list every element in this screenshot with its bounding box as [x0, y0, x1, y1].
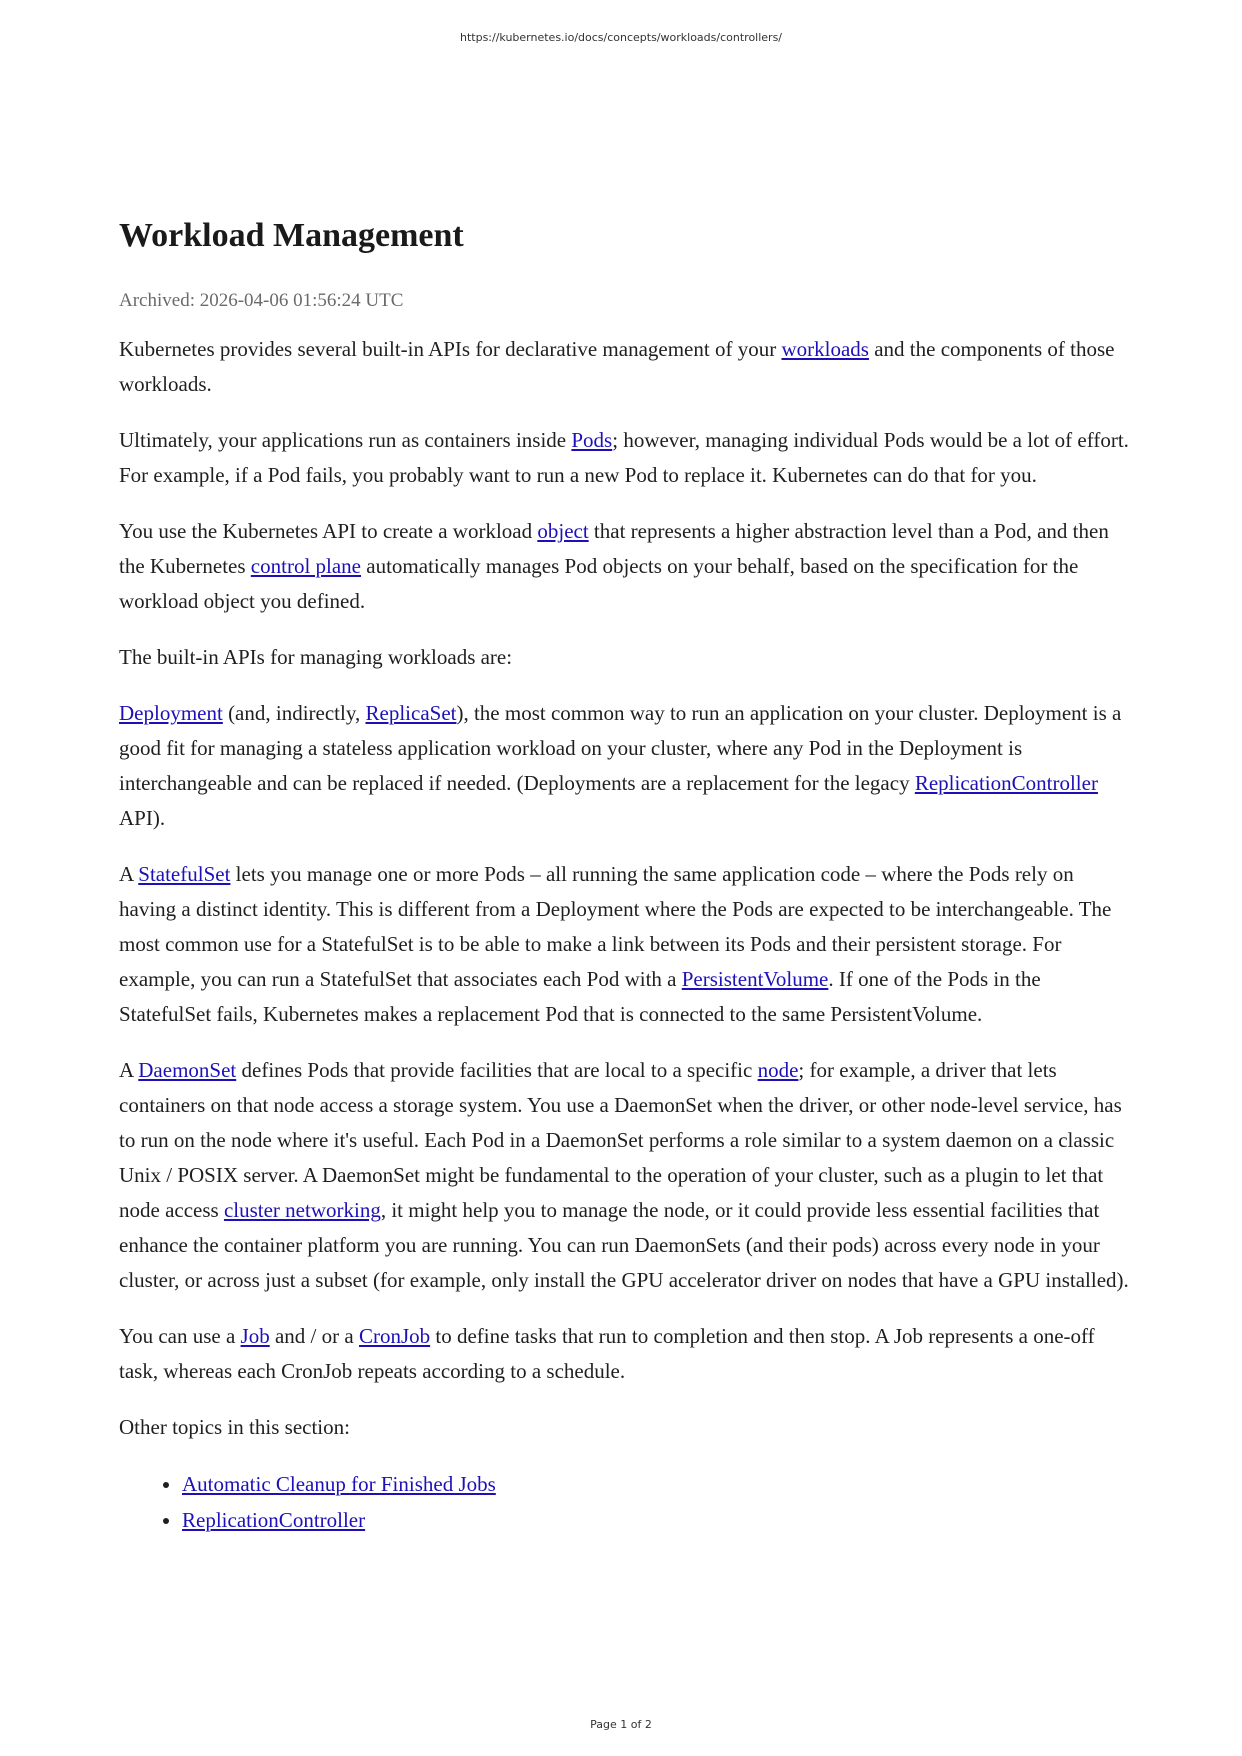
- link-replicaset[interactable]: ReplicaSet: [365, 701, 457, 725]
- link-workloads[interactable]: workloads: [781, 337, 869, 361]
- paragraph-daemonset: [119, 1053, 1129, 1298]
- text: . If one of the Pods in the StatefulSet fails, Kubernetes makes a replacement Pod that is connected to the same PersistentVolume.: [119, 967, 1041, 1026]
- paragraph-pods: [119, 423, 1129, 493]
- link-daemonset[interactable]: DaemonSet: [138, 1058, 237, 1082]
- text: Ultimately, your applications run as containers inside: [119, 428, 572, 452]
- page-title: Workload Management: [119, 217, 464, 254]
- link-node[interactable]: node: [757, 1058, 799, 1082]
- text: , it might help you to manage the node, or it could provide less essential facilities that enhance the container platform you are running. You can run DaemonSets (and their pods) across every node in your cluster, or across just a subset (for example, only install the GPU accelerator driver on nodes that have a GPU installed).: [119, 1198, 1129, 1292]
- paragraph-workload-object: [119, 514, 1129, 619]
- text: The built-in APIs for managing workloads are:: [119, 645, 513, 669]
- link-automatic-cleanup[interactable]: Automatic Cleanup for Finished Jobs: [182, 1472, 496, 1496]
- paragraph-builtin-apis: [119, 640, 1129, 675]
- paragraph-other-topics: [119, 1410, 1129, 1445]
- text: Kubernetes provides several built-in APIs for declarative management of your: [119, 337, 782, 361]
- text: Other topics in this section:: [119, 1415, 350, 1439]
- text: defines Pods that provide facilities that are local to a specific: [236, 1058, 758, 1082]
- text: You can use a: [119, 1324, 241, 1348]
- text: ; however, managing individual Pods would be a lot of effort. For example, if a Pod fails, you probably want to run a new Pod to replace it. Kubernetes can do that for you.: [119, 428, 1129, 487]
- text: API).: [119, 806, 166, 830]
- page-url-header: https://kubernetes.io/docs/concepts/workloads/controllers/: [459, 31, 783, 44]
- list-item: [182, 1502, 1129, 1538]
- topics-list: [119, 1466, 1129, 1538]
- page-number: Page 1 of 2: [590, 1718, 652, 1731]
- paragraph-statefulset: [119, 857, 1129, 1032]
- text: You use the Kubernetes API to create a workload: [119, 519, 538, 543]
- link-pods[interactable]: Pods: [571, 428, 613, 452]
- list-item: [182, 1466, 1129, 1502]
- paragraph-intro: [119, 332, 1129, 402]
- text: A: [119, 1058, 139, 1082]
- text: lets you manage one or more Pods – all running the same application code – where the Pods rely on having a distinct identity. This is different from a Deployment where the Pods are expected to be interchangeable. The most common use for a StatefulSet is to be able to make a link between its Pods and their persistent storage. For example, you can run a StatefulSet that associates each Pod with a: [119, 862, 1112, 991]
- link-cronjob[interactable]: CronJob: [358, 1324, 431, 1348]
- text: that represents a higher abstraction level than a Pod, and then the Kubernetes: [119, 519, 1109, 578]
- text: A: [119, 862, 139, 886]
- link-persistentvolume[interactable]: PersistentVolume: [681, 967, 829, 991]
- text: to define tasks that run to completion and then stop. A Job represents a one-off task, whereas each CronJob repeats according to a schedule.: [119, 1324, 1095, 1383]
- link-object[interactable]: object: [537, 519, 589, 543]
- archived-timestamp: Archived: 2026-04-06 01:56:24 UTC: [119, 290, 404, 311]
- paragraph-deployment: [119, 696, 1129, 836]
- text: and the components of those workloads.: [119, 337, 1115, 396]
- link-deployment[interactable]: Deployment: [119, 701, 223, 725]
- link-replicationcontroller[interactable]: ReplicationController: [914, 771, 1098, 795]
- paragraph-job-cronjob: [119, 1319, 1129, 1389]
- link-statefulset[interactable]: StatefulSet: [138, 862, 231, 886]
- link-replicationcontroller-topic[interactable]: ReplicationController: [182, 1508, 366, 1532]
- text: ; for example, a driver that lets containers on that node access a storage system. You use a DaemonSet when the driver, or other node-level service, has to run on the node where it's useful. Each Pod in a DaemonSet performs a role similar to a system daemon on a classic Unix / POSIX server. A DaemonSet might be fundamental to the operation of your cluster, such as a plugin to let that node access: [119, 1058, 1122, 1222]
- text: (and, indirectly,: [222, 701, 366, 725]
- text: automatically manages Pod objects on your behalf, based on the specification for the workload object you defined.: [119, 554, 1079, 613]
- text: ), the most common way to run an application on your cluster. Deployment is a good fit for managing a stateless application workload on your cluster, where any Pod in the Deployment is interchangeable and can be replaced if needed. (Deployments are a replacement for the legacy: [119, 701, 1122, 795]
- link-job[interactable]: Job: [240, 1324, 270, 1348]
- text: and / or a: [269, 1324, 359, 1348]
- link-control-plane[interactable]: control plane: [250, 554, 362, 578]
- article: [119, 210, 1129, 1538]
- link-cluster-networking[interactable]: cluster networking: [223, 1198, 381, 1222]
